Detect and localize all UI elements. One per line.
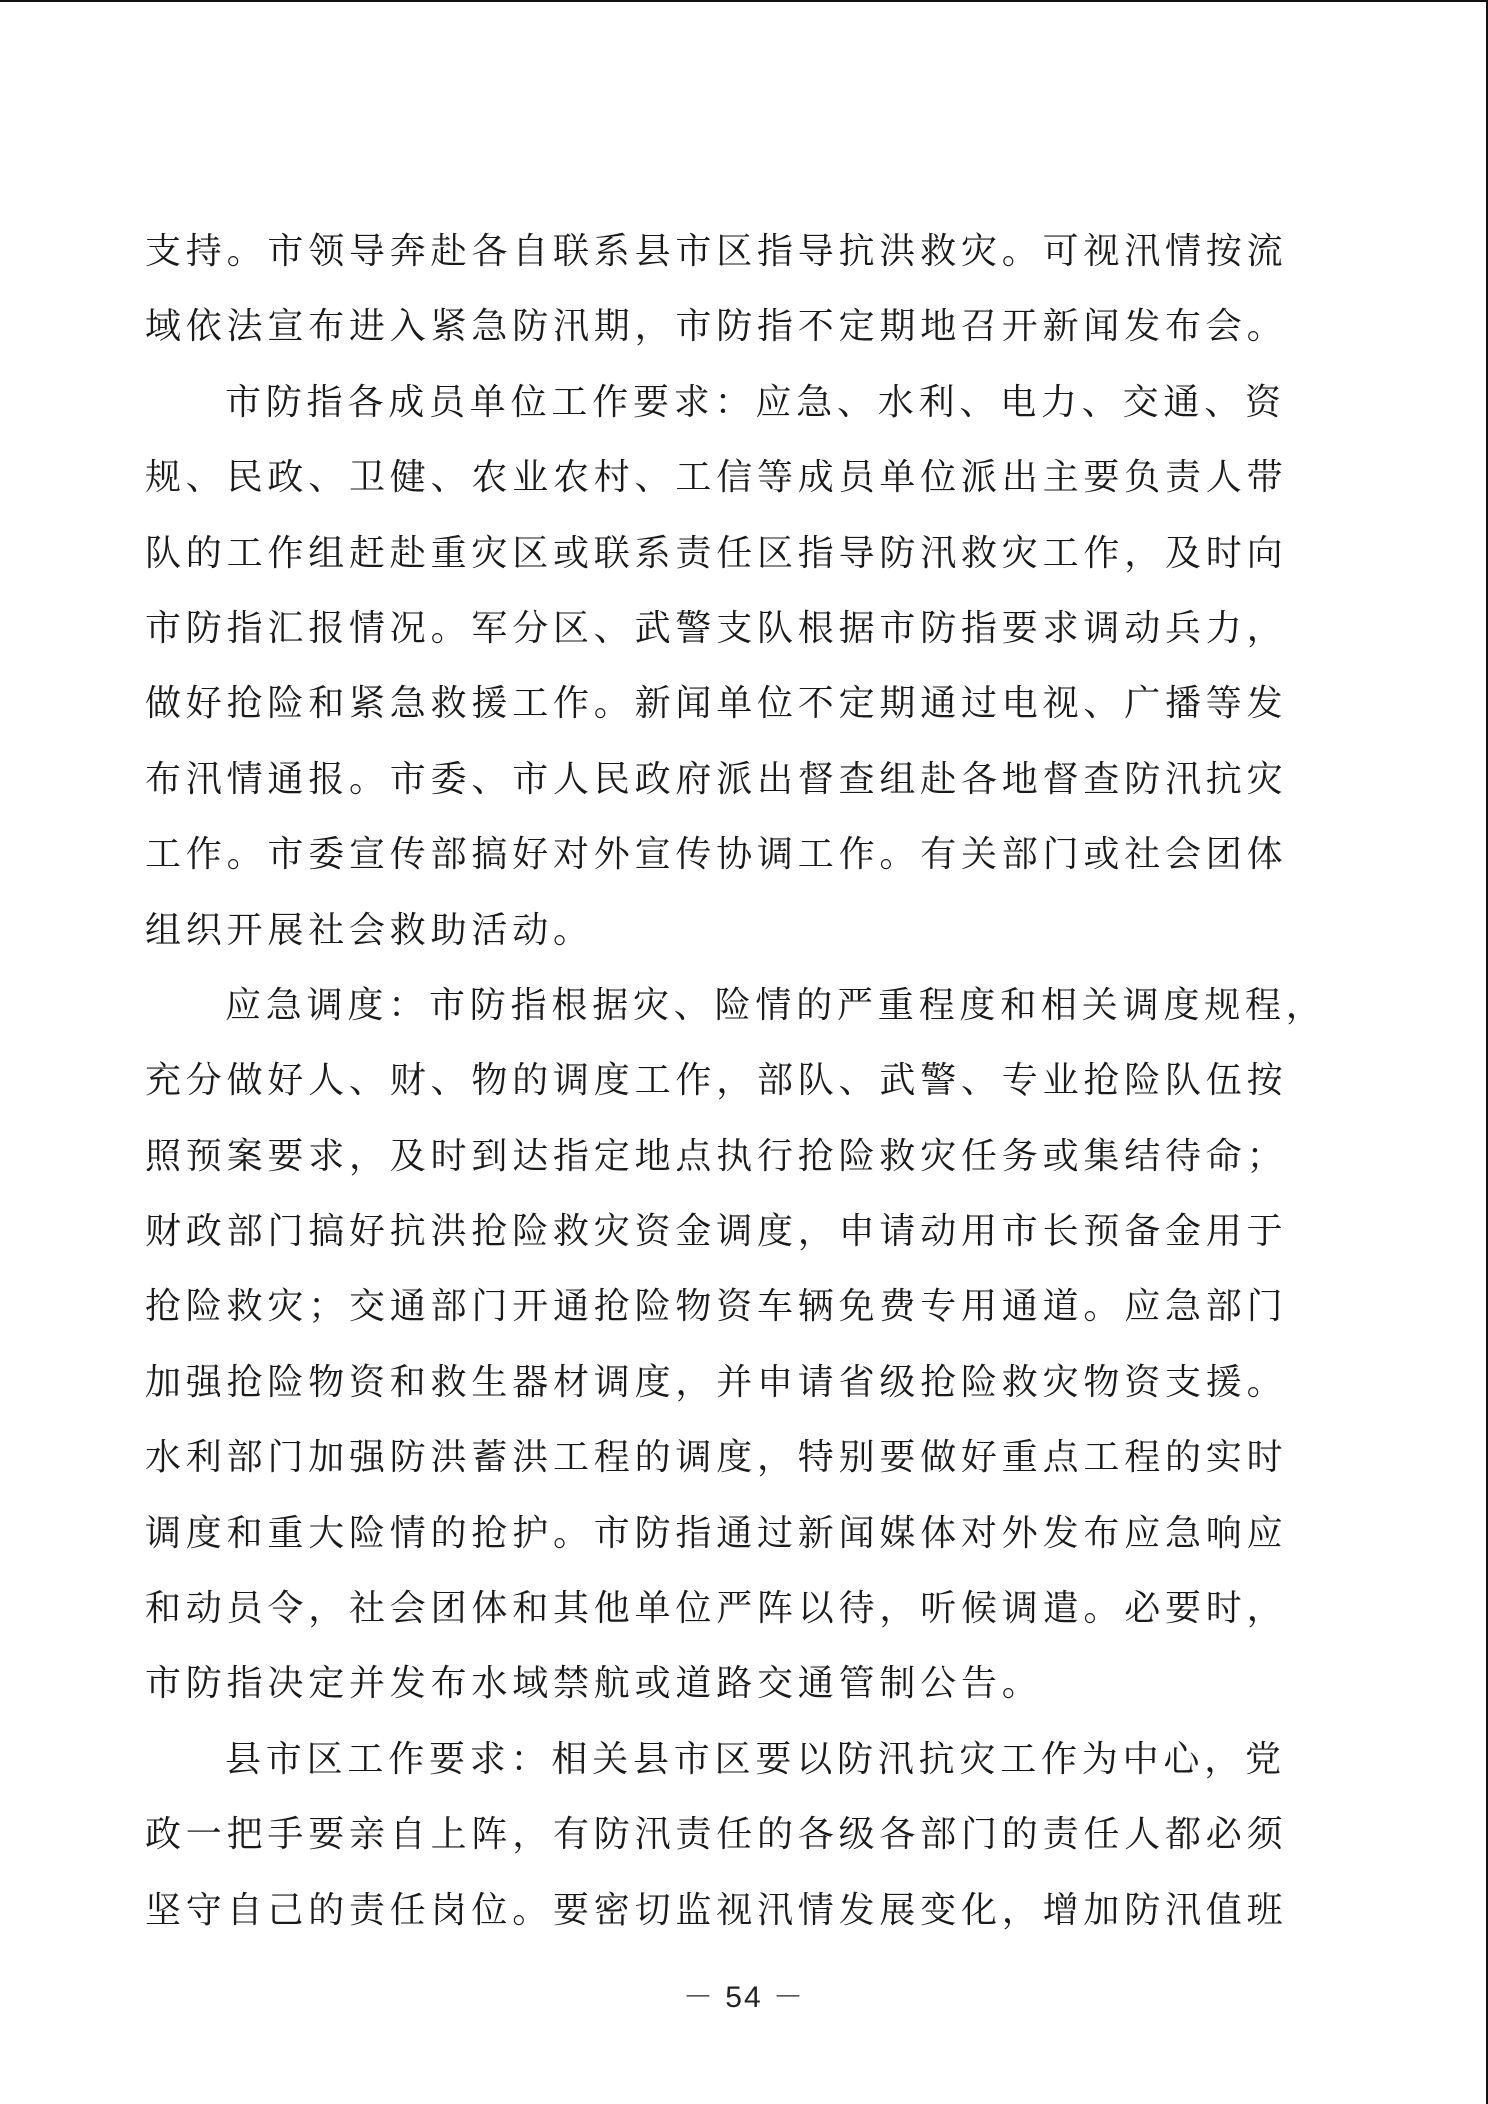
text-line: 队的工作组赶赴重灾区或联系责任区指导防汛救灾工作，及时向 [145,532,1288,574]
text-line: 照预案要求，及时到达指定地点执行抢险救灾任务或集结待命； [145,1135,1288,1177]
text-line: 坚守自己的责任岗位。要密切监视汛情发展变化，增加防汛值班 [145,1889,1288,1931]
document-body [145,214,1327,1948]
text-line: 规、民政、卫健、农业农村、工信等成员单位派出主要负责人带 [145,457,1288,499]
text-line: 支持。市领导奔赴各自联系县市区指导抗洪救灾。可视汛情按流 [145,231,1288,272]
text-line: 市防指汇报情况。军分区、武警支队根据市防指要求调动兵力， [145,607,1288,649]
text-line: 政一把手要亲自上阵，有防汛责任的各级各部门的责任人都必须 [145,1814,1288,1856]
text-line: 工作。市委宣传部搞好对外宣传协调工作。有关部门或社会团体 [145,834,1288,876]
text-line: 做好抢险和紧急救援工作。新闻单位不定期通过电视、广播等发 [145,683,1288,725]
text-line: 财政部门搞好抗洪抢险救灾资金调度，申请动用市长预备金用于 [145,1211,1288,1253]
page-top-border [0,0,1488,2]
text-line: 市防指决定并发布水域禁航或道路交通管制公告。 [145,1663,1043,1705]
text-line: 域依法宣布进入紧急防汛期，市防指不定期地召开新闻发布会。 [145,306,1288,348]
text-line: 调度和重大险情的抢护。市防指通过新闻媒体对外发布应急响应 [145,1512,1288,1554]
text-line: 水利部门加强防洪蓄洪工程的调度，特别要做好重点工程的实时 [145,1437,1288,1479]
text-line: 组织开展社会救助活动。 [145,909,594,951]
paragraph-first-line: 市防指各成员单位工作要求：应急、水利、电力、交通、资 [225,381,1286,423]
text-line: 和动员令，社会团体和其他单位严阵以待，听候调遣。必要时， [145,1588,1288,1630]
text-line: 充分做好人、财、物的调度工作，部队、武警、专业抢险队伍按 [145,1060,1288,1102]
text-line: 抢险救灾；交通部门开通抢险物资车辆免费专用通道。应急部门 [145,1286,1288,1328]
page-number: － 54 － [682,1981,806,2014]
paragraph-first-line: 应急调度：市防指根据灾、险情的严重程度和相关调度规程， [225,984,1327,1026]
paragraph-first-line: 县市区工作要求：相关县市区要以防汛抗灾工作为中心，党 [225,1738,1286,1780]
text-line: 布汛情通报。市委、市人民政府派出督查组赴各地督查防汛抗灾 [145,758,1288,800]
text-line: 加强抢险物资和救生器材调度，并申请省级抢险救灾物资支援。 [145,1361,1288,1403]
